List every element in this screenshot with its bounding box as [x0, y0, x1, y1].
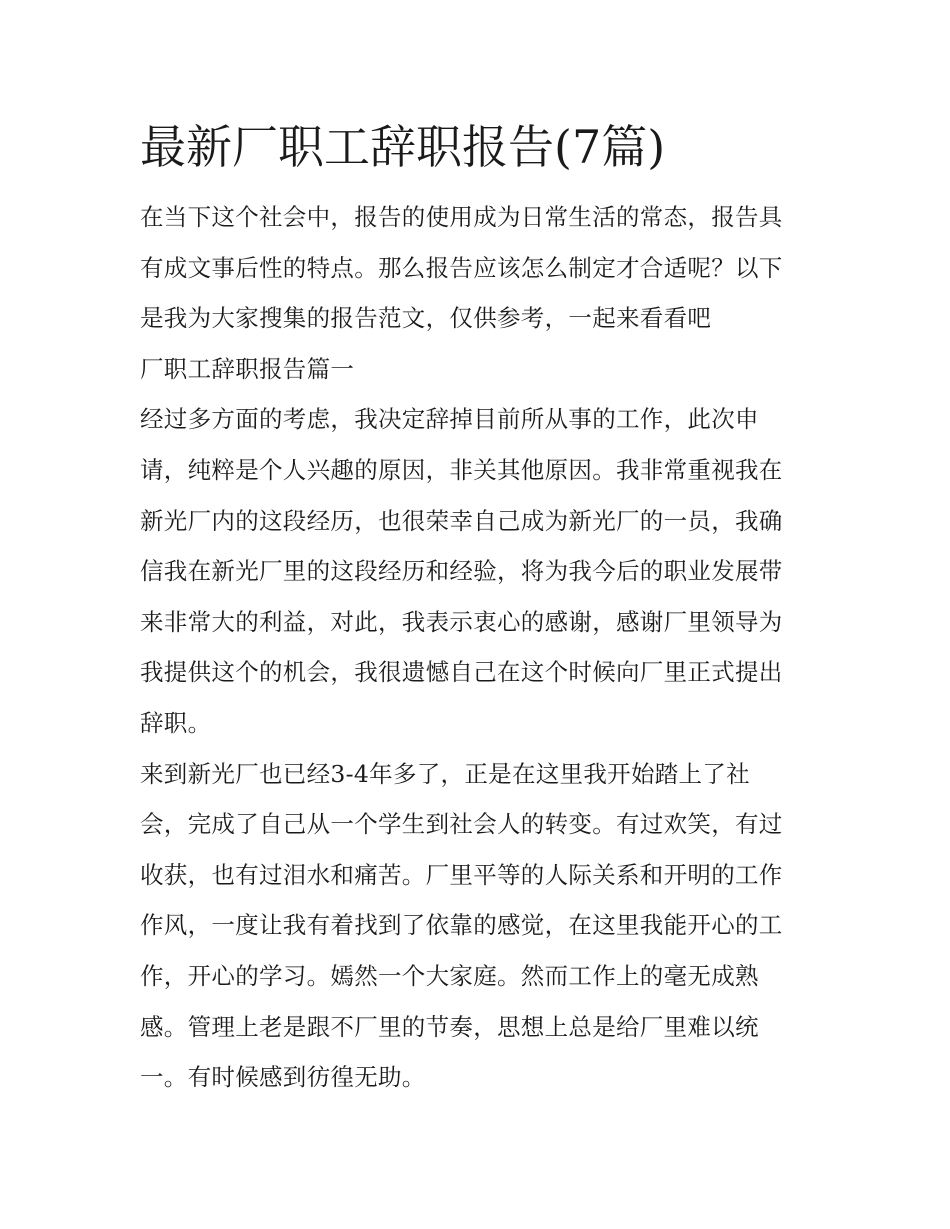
section-heading: 厂职工辞职报告篇一: [140, 354, 355, 383]
document-page: [140, 112, 820, 1103]
paragraph-line: 请，纯粹是个人兴趣的原因，非关其他原因。我非常重视我在: [140, 455, 783, 484]
paragraph-line: 来到新光厂也已经3-4年多了，正是在这里我开始踏上了社: [140, 759, 750, 788]
paragraph-line: 来非常大的利益，对此，我表示衷心的感谢，感谢厂里领导为: [140, 607, 783, 636]
document-title: 最新厂职工辞职报告(7篇): [140, 120, 666, 174]
paragraph-line: 感。管理上老是跟不厂里的节奏，思想上总是给厂里难以统: [140, 1012, 759, 1041]
paragraph-line: 收获，也有过泪水和痛苦。厂里平等的人际关系和开明的工作: [140, 860, 783, 889]
paragraph-line: 作风，一度让我有着找到了依靠的感觉，在这里我能开心的工: [140, 911, 783, 940]
paragraph-line: 辞职。: [140, 708, 212, 737]
intro-line: 在当下这个社会中，报告的使用成为日常生活的常态，报告具: [140, 203, 783, 231]
paragraph-line: 会，完成了自己从一个学生到社会人的转变。有过欢笑，有过: [140, 810, 783, 839]
paragraph-line: 信我在新光厂里的这段经历和经验，将为我今后的职业发展带: [140, 557, 783, 586]
intro-line: 是我为大家搜集的报告范文，仅供参考，一起来看看吧: [140, 304, 712, 333]
paragraph-line: 经过多方面的考虑，我决定辞掉目前所从事的工作，此次申: [140, 405, 759, 434]
paragraph-line: 作，开心的学习。嫣然一个大家庭。然而工作上的毫无成熟: [140, 961, 759, 990]
body-paragraph-1: [140, 394, 820, 748]
paragraph-line: 我提供这个的机会，我很遗憾自己在这个时候向厂里正式提出: [140, 658, 783, 687]
paragraph-line: 一。有时候感到彷徨无助。: [140, 1063, 426, 1092]
intro-paragraph: [140, 192, 820, 344]
paragraph-line: 新光厂内的这段经历，也很荣幸自己成为新光厂的一员，我确: [140, 506, 783, 535]
body-paragraph-2: [140, 749, 820, 1103]
intro-line: 有成文事后性的特点。那么报告应该怎么制定才合适呢？以下: [140, 253, 783, 282]
